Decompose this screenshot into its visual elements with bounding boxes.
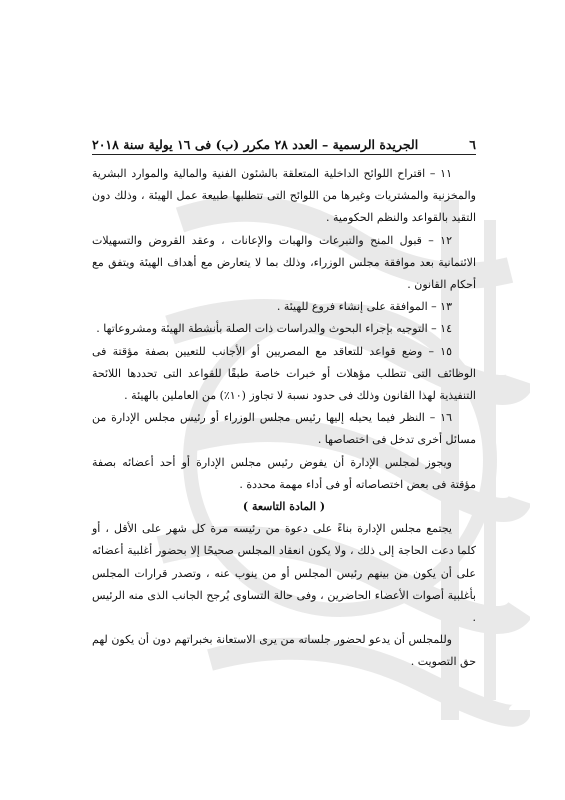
- page-header: [92, 134, 476, 154]
- experts-paragraph: وللمجلس أن يدعو لحضور جلساته من يرى الاستعانة بخبراتهم دون أن يكون لهم حق التصويت .: [92, 633, 476, 669]
- meetings-paragraph: يجتمع مجلس الإدارة بناءً على دعوة من رئيسه مرة كل شهر على الأقل ، أو كلما دعت الحاجة إلى ذلك ، ولا يكون انعقاد المجلس صحيحًا إلا بحضور أغلبية أعضائه على أن يكون من بينهم رئيس المجلس أو من ينوب عنه ، وتصدر قرارات المجلس بأغلبية أصوات الأعضاء الحاضرين ، وفى حالة التساوى يُرجح الجانب الذى منه الرئيس .: [92, 522, 476, 625]
- clause-13: ١٣ – الموافقة على إنشاء فروع للهيئة .: [276, 300, 452, 314]
- clause-15: ١٥ – وضع قواعد للتعاقد مع المصريين أو الأجانب للتعيين بصفة مؤقتة فى الوظائف التى تتطلب مؤهلات أو خبرات خاصة طبقًا للقواعد التى تحددها اللائحة التنفيذية لهذا القانون وذلك فى حدود نسبة لا تجاوز (١٠٪) من العاملين بالهيئة .: [92, 344, 476, 403]
- clause-12: ١٢ – قبول المنح والتبرعات والهبات والإعانات ، وعقد القروض والتسهيلات الائتمانية بعد موافقة مجلس الوزراء، وذلك بما لا يتعارض مع أهداف الهيئة ويتفق مع أحكام القانون .: [92, 233, 476, 292]
- article-heading: ( المادة التاسعة ): [242, 500, 326, 514]
- document-body: [92, 163, 476, 674]
- header-divider: [92, 154, 476, 155]
- gazette-title: الجريدة الرسمية – العدد ٢٨ مكرر (ب) فى ١٦ يولية سنة ٢٠١٨: [92, 136, 419, 152]
- page-number: ٦: [469, 136, 476, 152]
- delegation-paragraph: ويجوز لمجلس الإدارة أن يفوض رئيس مجلس الإدارة أو أحد أعضائه بصفة مؤقتة فى بعض اختصاصاته أو فى أداء مهمة محددة .: [92, 455, 476, 491]
- clause-11: ١١ – اقتراح اللوائح الداخلية المتعلقة بالشئون الفنية والمالية والموارد البشرية والمخزنية والمشتريات وغيرها من اللوائح التى تتطلبها طبيعة عمل الهيئة ، وذلك دون التقيد بالقواعد والنظم الحكومية .: [92, 167, 476, 225]
- clause-16: ١٦ – النظر فيما يحيله إليها رئيس مجلس الوزراء أو رئيس مجلس الإدارة من مسائل أخرى تدخل فى اختصاصها .: [92, 411, 476, 447]
- clause-14: ١٤ – التوجيه بإجراء البحوث والدراسات ذات الصلة بأنشطة الهيئة ومشروعاتها .: [96, 322, 452, 336]
